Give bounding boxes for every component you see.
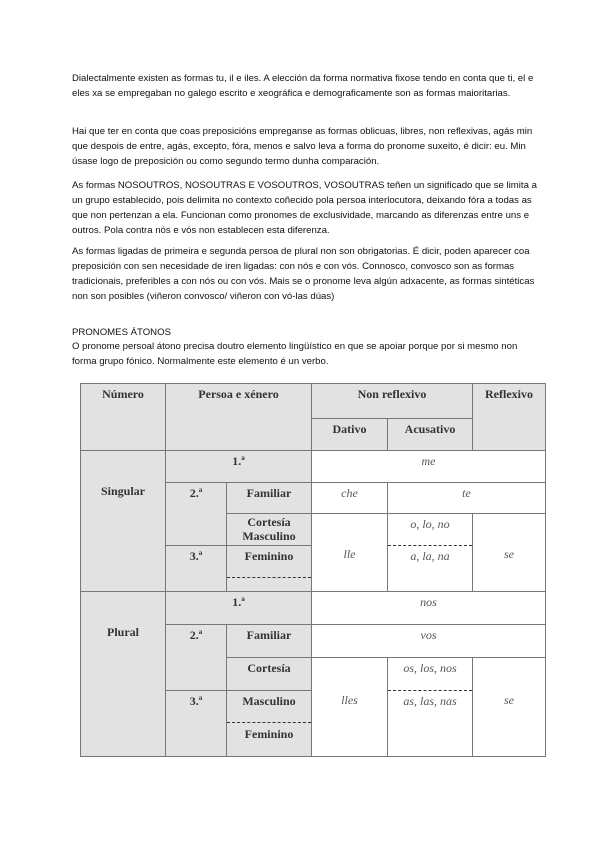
singular-acus-masc: o, lo, no	[410, 517, 450, 531]
singular-te: te	[387, 482, 546, 514]
header-dativo: Dativo	[311, 418, 388, 451]
singular-lle: lle	[311, 513, 388, 592]
plural-2-persoa: 2.ª	[165, 624, 227, 691]
row-label-plural: Plural	[80, 591, 166, 757]
plural-se: se	[472, 657, 546, 757]
paragraph-dialectal-forms: Dialectalmente existen as formas tu, il e iles. A elección da forma normativa fixose tendo en conta que ti, el e eles xa se empregaban no galego escrito e xeográfica e demograficamente son as formas maioritarias.	[72, 73, 534, 99]
plural-masculino-feminino	[226, 690, 312, 757]
header-numero: Número	[80, 383, 166, 451]
singular-acus-fem: a, la, na	[410, 549, 450, 563]
plural-3-persoa: 3.ª	[165, 690, 227, 757]
singular-che: che	[311, 482, 388, 514]
singular-2-persoa: 2.ª	[165, 482, 227, 546]
plural-familiar: Familiar	[226, 624, 312, 658]
singular-masculino: Masculino	[242, 529, 296, 543]
singular-acusativo	[387, 513, 473, 592]
singular-se: se	[472, 513, 546, 592]
singular-familiar: Familiar	[226, 482, 312, 514]
singular-feminino: Feminino	[226, 545, 312, 592]
dashed-divider	[388, 545, 472, 546]
plural-masculino: Masculino	[242, 694, 296, 708]
singular-cortesia-masculino	[226, 513, 312, 546]
row-label-singular: Singular	[80, 450, 166, 592]
header-reflexivo: Reflexivo	[472, 383, 546, 451]
section-text: O pronome persoal átono precisa doutro elemento lingüístico en que se apoiar porque por si mesmo non forma grupo fónico. Normalmente este elemento é un verbo.	[72, 341, 518, 367]
singular-1-persoa: 1.ª	[165, 450, 312, 483]
plural-feminino: Feminino	[244, 727, 294, 741]
plural-cortesia: Cortesía	[226, 657, 312, 691]
plural-1-persoa: 1.ª	[165, 591, 312, 625]
header-non-reflexivo: Non reflexivo	[311, 383, 473, 419]
plural-nos: nos	[311, 591, 546, 625]
plural-acus-fem: as, las, nas	[403, 694, 457, 708]
dashed-divider	[388, 690, 472, 691]
singular-3-persoa: 3.ª	[165, 545, 227, 592]
paragraph-nosoutros: As formas NOSOUTROS, NOSOUTRAS E VOSOUTROS, VOSOUTRAS teñen un significado que se limita a un grupo establecido, pois delimita no contexto coñecido pola persoa interlocutora, deixando fóra a todas as que non pertenzan a ela. Funcionan como pronomes de exclusividade, marcando as diferenzas entre uns e outros. Pola contra nós e vós non establecen esta diferenza.	[72, 180, 537, 236]
section-heading: PRONOMES ÁTONOS	[72, 327, 171, 338]
header-persoa: Persoa e xénero	[165, 383, 312, 451]
dashed-divider	[227, 577, 311, 578]
singular-me: me	[311, 450, 546, 483]
singular-cortesia: Cortesía	[247, 515, 291, 529]
dashed-divider	[227, 722, 311, 723]
paragraph-prepositions: Hai que ter en conta que coas preposicións empreganse as formas oblicuas, libres, non reflexivas, agás min que despois de entre, agás, excepto, fóra, menos e salvo leva a forma do pronome suxeito, é dicir: eu. Min úsase logo de preposición ou como segundo termo dunha comparación.	[72, 126, 533, 167]
plural-acus-masc: os, los, nos	[403, 661, 457, 675]
plural-lles: lles	[311, 657, 388, 757]
paragraph-linked-forms: As formas ligadas de primeira e segunda persoa de plural non son obrigatorias. É dicir, poden aparecer coa preposición con sen necesidade de iren ligadas: con nós e con vós. Connosco, convosco son as formas tradicionais, preferibles a con nós ou con vós. Mais se o pronome leva algún adxacente, as formas sintéticas non son posibles (viñeron convosco/ viñeron con vó-las dúas)	[72, 246, 535, 302]
plural-vos: vos	[311, 624, 546, 658]
plural-acusativo	[387, 657, 473, 757]
header-acusativo: Acusativo	[387, 418, 473, 451]
